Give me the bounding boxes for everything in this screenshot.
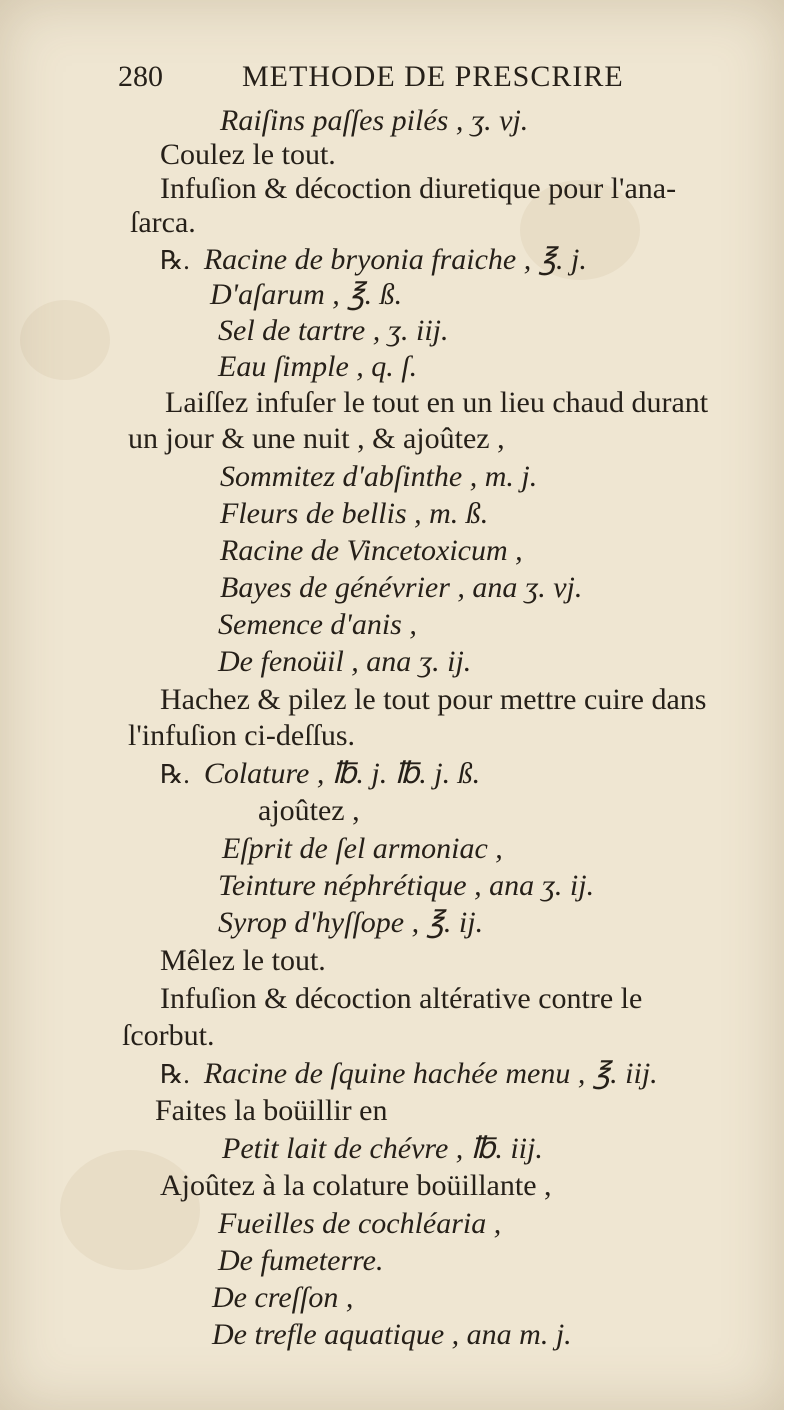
text-line: Raiſins paſſes pilés , ʒ. vj. xyxy=(220,104,529,137)
text-line: Eau ſimple , q. ſ. xyxy=(218,350,418,383)
page-number: 280 xyxy=(118,60,163,93)
text-line: Teinture néphrétique , ana ʒ. ij. xyxy=(218,869,595,902)
text-line: Fleurs de bellis , m. ß. xyxy=(220,497,489,530)
text-line: Sel de tartre , ʒ. iij. xyxy=(218,314,449,347)
recipe-symbol: ℞. xyxy=(160,760,190,789)
text-line: D'aſarum , ℥. ß. xyxy=(210,278,403,311)
prescription-line: ℞. Colature , ℔. j. ℔. j. ß. xyxy=(160,757,481,790)
text-line: Eſprit de ſel armoniac , xyxy=(222,832,503,865)
text-line: ſarca. xyxy=(130,206,196,239)
text-line: ajoûtez , xyxy=(258,794,360,827)
page-edge xyxy=(784,0,800,1418)
text-line: Fueilles de cochléaria , xyxy=(218,1207,502,1240)
text-line: un jour & une nuit , & ajoûtez , xyxy=(128,422,505,455)
prescription-line: ℞. Racine de ſquine hachée menu , ℥. iij. xyxy=(160,1057,658,1090)
text-line: Mêlez le tout. xyxy=(160,944,326,977)
text-line: Ajoûtez à la colature boüillante , xyxy=(160,1169,552,1202)
text-line: Sommitez d'abſinthe , m. j. xyxy=(220,460,538,493)
text-line: Laiſſez infuſer le tout en un lieu chaud durant xyxy=(165,386,709,419)
paper-stain xyxy=(60,1150,200,1270)
text-line: Infuſion & décoction diuretique pour l'ana- xyxy=(160,172,677,205)
text-line: Infuſion & décoction altérative contre le xyxy=(160,982,643,1015)
prescription-line: ℞. Racine de bryonia fraiche , ℥. j. xyxy=(160,243,587,276)
text-line: Faites la boüillir en xyxy=(155,1094,388,1127)
text-line: Syrop d'hyſſope , ℥. ij. xyxy=(218,906,484,939)
text-line: l'infuſion ci-deſſus. xyxy=(128,719,356,752)
text-line: Semence d'anis , xyxy=(218,608,417,641)
text-line: De creſſon , xyxy=(212,1281,354,1314)
text-line: Hachez & pilez le tout pour mettre cuire dans xyxy=(160,683,707,716)
paper-stain xyxy=(20,300,110,380)
text-line: Bayes de génévrier , ana ʒ. vj. xyxy=(220,571,583,604)
text-line: De trefle aquatique , ana m. j. xyxy=(212,1318,572,1351)
recipe-symbol: ℞. xyxy=(160,246,190,275)
text-line: ſcorbut. xyxy=(122,1019,215,1052)
page-header xyxy=(118,60,658,100)
text-line: Coulez le tout. xyxy=(160,138,336,171)
text-line: De fumeterre. xyxy=(218,1244,384,1277)
text-line: De fenoüil , ana ʒ. ij. xyxy=(218,645,472,678)
text-line: Racine de Vincetoxicum , xyxy=(220,534,523,567)
running-title: METHODE DE PRESCRIRE xyxy=(242,60,624,93)
recipe-symbol: ℞. xyxy=(160,1060,190,1089)
text-line: Petit lait de chévre , ℔. iij. xyxy=(222,1132,543,1165)
